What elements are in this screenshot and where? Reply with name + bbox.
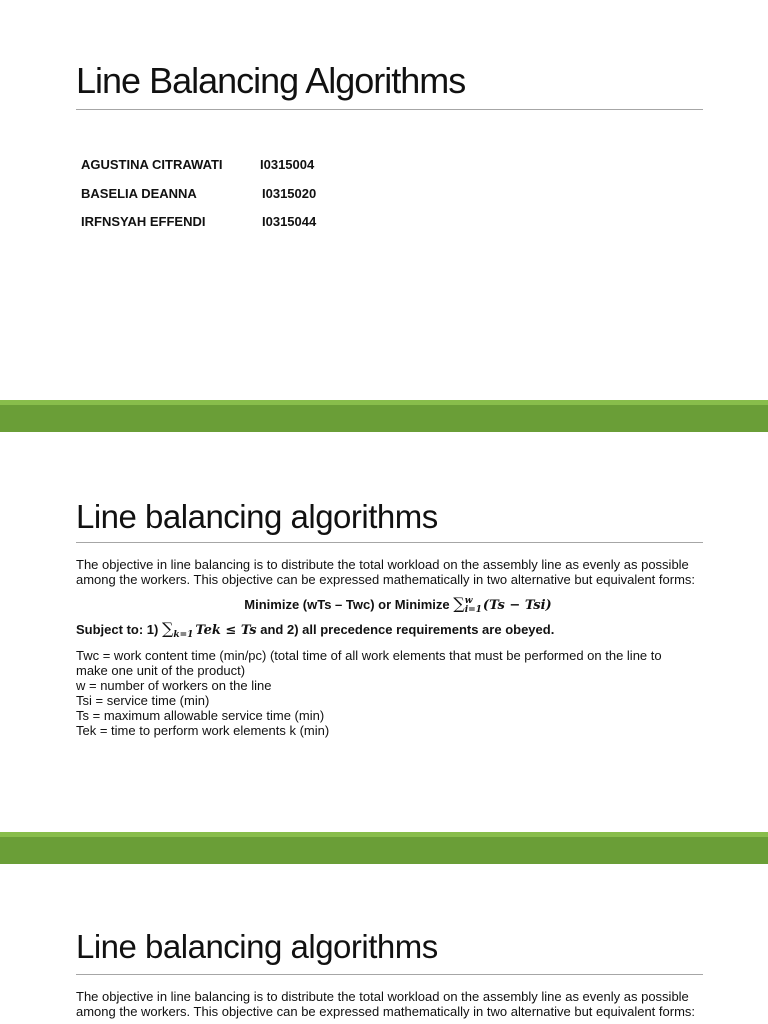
sigma-symbol: ∑ <box>453 594 465 613</box>
constraint-expression: Tek ≤ Ts <box>195 623 257 638</box>
title-divider <box>76 974 703 975</box>
definition-w: w = number of workers on the line <box>76 678 272 693</box>
author-name: BASELIA DEANNA <box>81 185 197 201</box>
constraint-prefix: Subject to: 1) <box>76 622 162 637</box>
slide-separator-band <box>0 832 768 864</box>
author-id: I0315044 <box>262 214 317 229</box>
sum-lower-limit: i=1 <box>464 604 482 615</box>
slide-objective <box>0 432 768 832</box>
definition-tek: Tek = time to perform work elements k (min) <box>76 723 330 738</box>
slide2-title: Line balancing algorithms <box>76 498 438 535</box>
author-id: I0315020 <box>262 185 317 201</box>
slide3-title: Line balancing algorithms <box>76 928 438 965</box>
sum-upper-limit: w <box>464 595 473 606</box>
slide3-body <box>76 989 696 1019</box>
constraint-suffix: and 2) all precedence requirements are obeyed. <box>256 622 555 637</box>
band-highlight <box>0 400 768 405</box>
slide1-title: Line Balancing Algorithms <box>76 60 466 101</box>
definition-tsi: Tsi = service time (min) <box>76 693 210 708</box>
slide-title <box>0 0 768 400</box>
constraint-line <box>76 618 696 640</box>
slide-separator-band <box>0 400 768 432</box>
sum-lower-limit: k=1 <box>173 630 194 640</box>
author-name: IRFNSYAH EFFENDI <box>81 214 206 229</box>
slide-objective-repeat <box>0 864 768 1024</box>
objective-paragraph: The objective in line balancing is to distribute the total workload on the assembly line as evenly as possible among the workers. This objective can be expressed mathematically in two alternative but equivalent forms: <box>76 557 696 587</box>
formula-prefix: Minimize (wTs – Twc) or Minimize <box>244 597 454 612</box>
sum-limits <box>465 597 482 615</box>
slide2-body <box>76 557 696 738</box>
band-highlight <box>0 832 768 837</box>
formula-expression: (Ts − Tsi) <box>482 598 552 613</box>
author-id: I0315004 <box>260 157 315 172</box>
title-divider <box>76 109 703 110</box>
title-divider <box>76 542 703 543</box>
definition-twc: Twc = work content time (min/pc) (total time of all work elements that must be performed on the line to make one unit of the product) <box>76 648 662 678</box>
sigma-symbol: ∑ <box>161 619 174 638</box>
author-name: AGUSTINA CITRAWATI <box>81 157 223 172</box>
minimize-formula <box>76 593 696 615</box>
definition-ts: Ts = maximum allowable service time (min) <box>76 708 325 723</box>
objective-paragraph: The objective in line balancing is to distribute the total workload on the assembly line as evenly as possible among the workers. This objective can be expressed mathematically in two alternative but equivalent forms: <box>76 989 696 1019</box>
